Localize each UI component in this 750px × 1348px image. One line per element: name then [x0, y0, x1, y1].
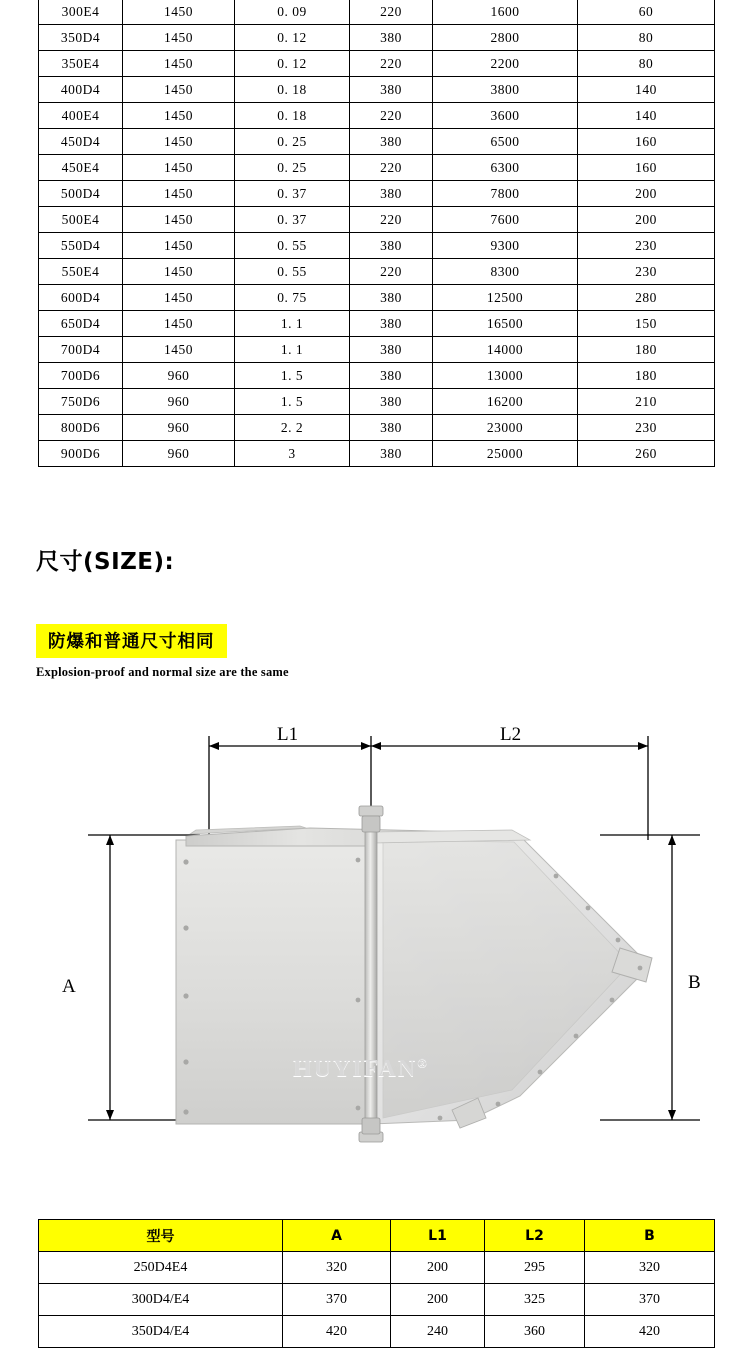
size-table — [38, 1219, 715, 1348]
cell-voltage: 220 — [350, 207, 433, 233]
cell-airflow: 3600 — [433, 103, 578, 129]
cell-model: 250D4E4 — [39, 1252, 283, 1284]
header-a: A — [283, 1220, 391, 1252]
size-section-title: 尺寸(SIZE): — [36, 549, 175, 575]
cell-voltage: 380 — [350, 233, 433, 259]
cell-pressure: 230 — [578, 415, 715, 441]
cell-model: 500E4 — [39, 207, 123, 233]
cell-power: 1. 1 — [235, 337, 350, 363]
cell-power: 0. 18 — [235, 77, 350, 103]
cell-voltage: 380 — [350, 415, 433, 441]
cell-model: 300D4/E4 — [39, 1284, 283, 1316]
cell-model: 350E4 — [39, 51, 123, 77]
cell-speed: 1450 — [123, 129, 235, 155]
cell-speed: 1450 — [123, 259, 235, 285]
cell-model: 500D4 — [39, 181, 123, 207]
cell-l1: 200 — [391, 1252, 485, 1284]
cell-pressure: 160 — [578, 129, 715, 155]
cell-airflow: 14000 — [433, 337, 578, 363]
cell-l2: 295 — [485, 1252, 585, 1284]
cell-voltage: 220 — [350, 155, 433, 181]
dimension-label-l1: L1 — [277, 724, 299, 745]
product-dimension-diagram — [0, 700, 750, 1180]
cell-power: 0. 25 — [235, 155, 350, 181]
cell-model: 350D4 — [39, 25, 123, 51]
cell-speed: 960 — [123, 441, 235, 467]
table-row — [39, 129, 715, 155]
cell-power: 0. 37 — [235, 181, 350, 207]
cell-pressure: 140 — [578, 77, 715, 103]
cell-power: 1. 1 — [235, 311, 350, 337]
cell-power: 1. 5 — [235, 363, 350, 389]
cell-speed: 1450 — [123, 0, 235, 25]
cell-pressure: 210 — [578, 389, 715, 415]
cell-airflow: 6500 — [433, 129, 578, 155]
cell-b: 420 — [585, 1316, 715, 1348]
cell-power: 0. 75 — [235, 285, 350, 311]
cell-airflow: 8300 — [433, 259, 578, 285]
table-row — [39, 415, 715, 441]
dimension-lines-top — [209, 736, 648, 840]
cell-pressure: 280 — [578, 285, 715, 311]
cell-voltage: 380 — [350, 337, 433, 363]
table-header-row — [39, 1220, 715, 1252]
cell-voltage: 220 — [350, 103, 433, 129]
cell-model: 900D6 — [39, 441, 123, 467]
cell-power: 0. 55 — [235, 233, 350, 259]
cell-airflow: 12500 — [433, 285, 578, 311]
cell-a: 370 — [283, 1284, 391, 1316]
cell-l2: 325 — [485, 1284, 585, 1316]
cell-model: 800D6 — [39, 415, 123, 441]
cell-speed: 1450 — [123, 103, 235, 129]
cell-airflow: 16200 — [433, 389, 578, 415]
cell-model: 700D4 — [39, 337, 123, 363]
table-row — [39, 389, 715, 415]
note-english: Explosion-proof and normal size are the same — [36, 665, 289, 679]
table-row — [39, 103, 715, 129]
header-l2: L2 — [485, 1220, 585, 1252]
watermark-registered-mark: ® — [417, 1055, 429, 1070]
cell-voltage: 220 — [350, 0, 433, 25]
cell-pressure: 180 — [578, 363, 715, 389]
cell-voltage: 220 — [350, 259, 433, 285]
cell-airflow: 23000 — [433, 415, 578, 441]
table-row — [39, 311, 715, 337]
cell-pressure: 160 — [578, 155, 715, 181]
specification-table — [38, 0, 714, 467]
cell-speed: 960 — [123, 415, 235, 441]
cell-voltage: 380 — [350, 441, 433, 467]
cell-speed: 1450 — [123, 285, 235, 311]
cell-pressure: 230 — [578, 233, 715, 259]
cell-pressure: 180 — [578, 337, 715, 363]
table-row — [39, 285, 715, 311]
cell-power: 0. 25 — [235, 129, 350, 155]
cell-a: 320 — [283, 1252, 391, 1284]
cell-pressure: 200 — [578, 207, 715, 233]
cell-voltage: 380 — [350, 363, 433, 389]
cell-speed: 1450 — [123, 77, 235, 103]
cell-speed: 1450 — [123, 51, 235, 77]
cell-l1: 240 — [391, 1316, 485, 1348]
cell-model: 400E4 — [39, 103, 123, 129]
cell-b: 320 — [585, 1252, 715, 1284]
cell-pressure: 200 — [578, 181, 715, 207]
cell-model: 450E4 — [39, 155, 123, 181]
dimension-label-l2: L2 — [500, 724, 522, 745]
cell-power: 0. 09 — [235, 0, 350, 25]
cell-speed: 1450 — [123, 311, 235, 337]
header-model: 型号 — [39, 1220, 283, 1252]
cell-airflow: 7600 — [433, 207, 578, 233]
cell-pressure: 80 — [578, 51, 715, 77]
cell-pressure: 150 — [578, 311, 715, 337]
cell-b: 370 — [585, 1284, 715, 1316]
cell-model: 700D6 — [39, 363, 123, 389]
cell-power: 0. 12 — [235, 51, 350, 77]
cell-pressure: 80 — [578, 25, 715, 51]
table-row — [39, 1252, 715, 1284]
cell-speed: 1450 — [123, 25, 235, 51]
cell-l2: 360 — [485, 1316, 585, 1348]
cell-speed: 1450 — [123, 155, 235, 181]
cell-airflow: 3800 — [433, 77, 578, 103]
cell-voltage: 380 — [350, 311, 433, 337]
cell-pressure: 140 — [578, 103, 715, 129]
cell-model: 300E4 — [39, 0, 123, 25]
cell-a: 420 — [283, 1316, 391, 1348]
table-row — [39, 363, 715, 389]
cell-model: 350D4/E4 — [39, 1316, 283, 1348]
table-row — [39, 1316, 715, 1348]
cell-speed: 1450 — [123, 337, 235, 363]
cell-model: 400D4 — [39, 77, 123, 103]
table-row — [39, 337, 715, 363]
cell-speed: 1450 — [123, 181, 235, 207]
cell-model: 450D4 — [39, 129, 123, 155]
cell-airflow: 9300 — [433, 233, 578, 259]
cell-airflow: 7800 — [433, 181, 578, 207]
table-row — [39, 51, 715, 77]
cell-l1: 200 — [391, 1284, 485, 1316]
header-l1: L1 — [391, 1220, 485, 1252]
table-row — [39, 259, 715, 285]
cell-model: 600D4 — [39, 285, 123, 311]
note-highlight-cn: 防爆和普通尺寸相同 — [36, 624, 227, 658]
cell-power: 0. 37 — [235, 207, 350, 233]
table-row — [39, 77, 715, 103]
cell-speed: 1450 — [123, 207, 235, 233]
cell-power: 0. 12 — [235, 25, 350, 51]
fan-housing — [176, 826, 652, 1128]
watermark-text: HUYIFAN — [293, 1056, 418, 1082]
cell-pressure: 60 — [578, 0, 715, 25]
cell-pressure: 230 — [578, 259, 715, 285]
cell-model: 550D4 — [39, 233, 123, 259]
cell-voltage: 380 — [350, 77, 433, 103]
cell-speed: 1450 — [123, 233, 235, 259]
cell-power: 0. 55 — [235, 259, 350, 285]
table-row — [39, 207, 715, 233]
table-row — [39, 1284, 715, 1316]
cell-airflow: 2800 — [433, 25, 578, 51]
size-table-container — [38, 1219, 714, 1348]
cell-airflow: 1600 — [433, 0, 578, 25]
cell-power: 0. 18 — [235, 103, 350, 129]
cell-airflow: 13000 — [433, 363, 578, 389]
cell-airflow: 6300 — [433, 155, 578, 181]
cell-pressure: 260 — [578, 441, 715, 467]
header-b: B — [585, 1220, 715, 1252]
cell-airflow: 16500 — [433, 311, 578, 337]
cell-airflow: 2200 — [433, 51, 578, 77]
cell-voltage: 380 — [350, 285, 433, 311]
dimension-label-b: B — [688, 972, 701, 993]
cell-power: 1. 5 — [235, 389, 350, 415]
table-row — [39, 233, 715, 259]
table-row — [39, 441, 715, 467]
table-row — [39, 25, 715, 51]
cell-power: 3 — [235, 441, 350, 467]
cell-model: 650D4 — [39, 311, 123, 337]
table-row — [39, 0, 715, 25]
cell-speed: 960 — [123, 363, 235, 389]
cell-voltage: 380 — [350, 25, 433, 51]
cell-voltage: 380 — [350, 181, 433, 207]
cell-model: 550E4 — [39, 259, 123, 285]
cell-voltage: 380 — [350, 129, 433, 155]
cell-model: 750D6 — [39, 389, 123, 415]
cell-voltage: 220 — [350, 51, 433, 77]
dimension-label-a: A — [62, 976, 76, 997]
cell-power: 2. 2 — [235, 415, 350, 441]
cell-airflow: 25000 — [433, 441, 578, 467]
cell-speed: 960 — [123, 389, 235, 415]
table-row — [39, 181, 715, 207]
cell-voltage: 380 — [350, 389, 433, 415]
table-row — [39, 155, 715, 181]
spec-table — [38, 0, 715, 467]
